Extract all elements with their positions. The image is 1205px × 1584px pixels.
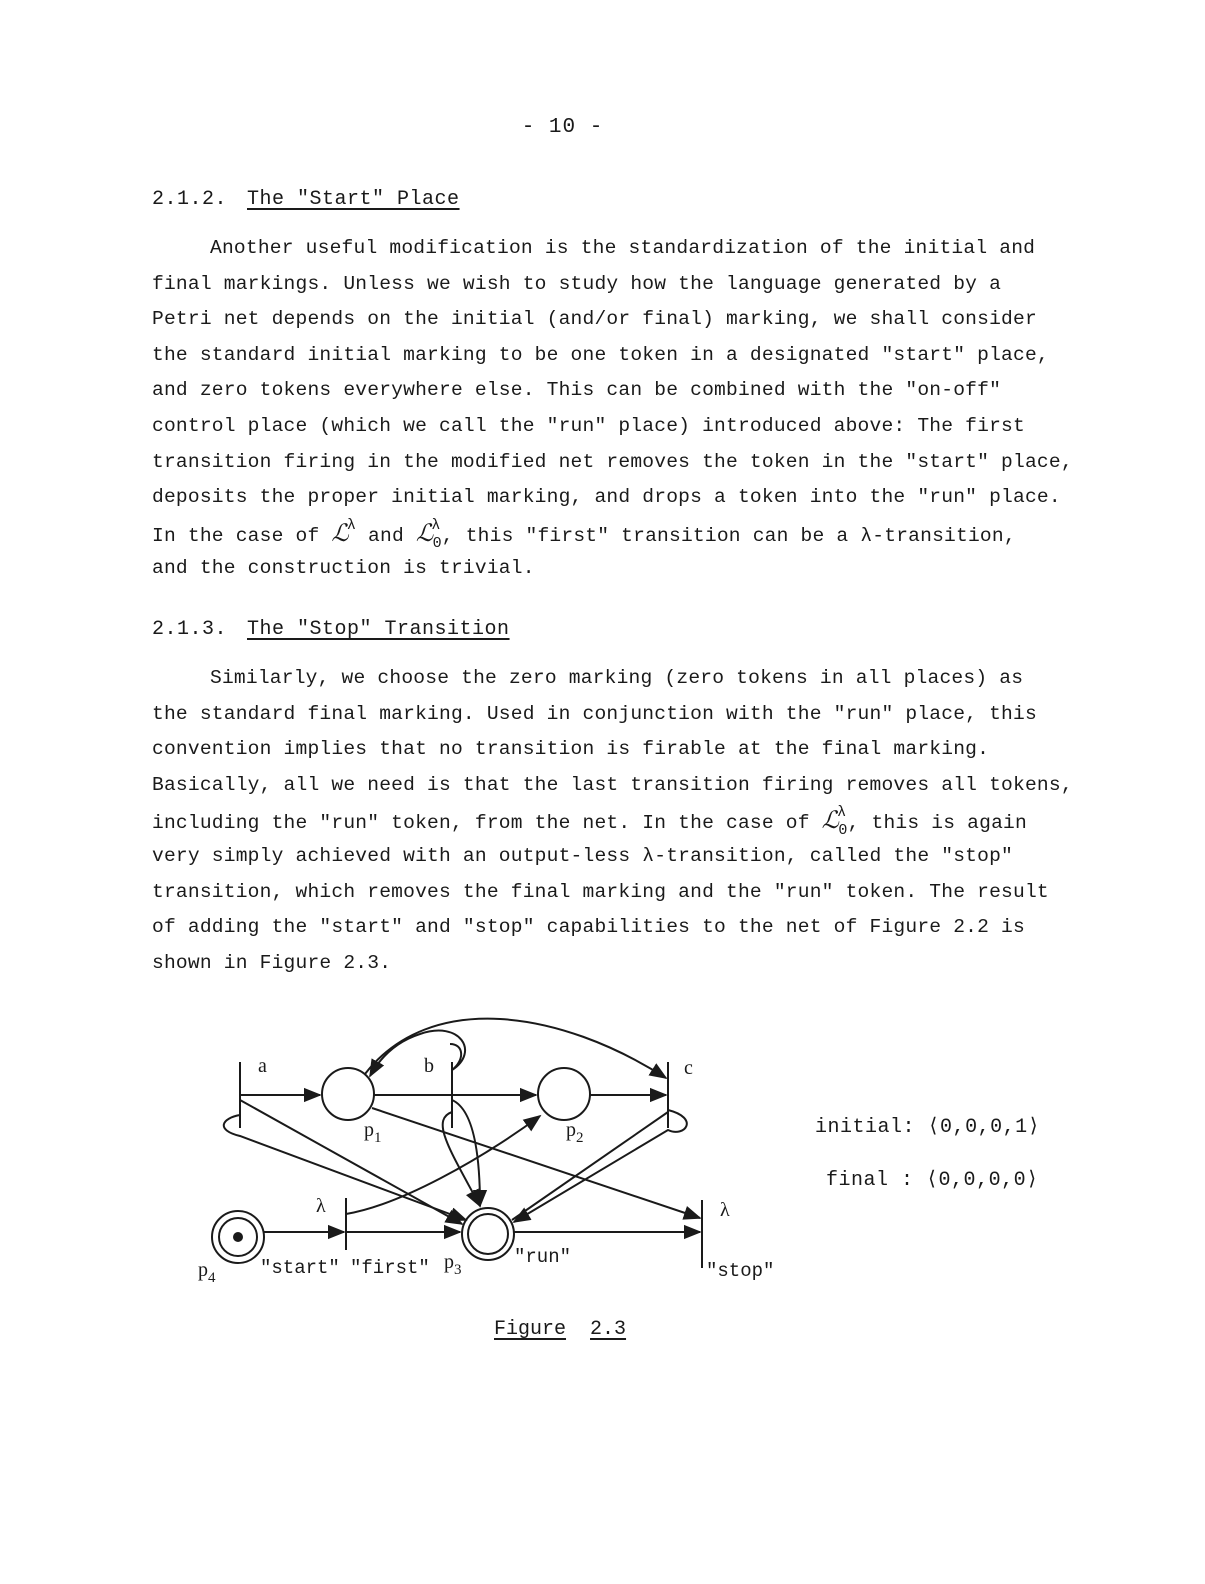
place-p3-run bbox=[462, 1208, 514, 1260]
arc-p1-c bbox=[365, 1019, 666, 1078]
paragraph-stop-transition bbox=[152, 661, 1072, 981]
label-first: "first" bbox=[350, 1257, 430, 1279]
text-fragment: and bbox=[356, 524, 416, 547]
petri-net-diagram bbox=[180, 1000, 1080, 1300]
text-line: transition firing in the modified net removes the token in the "start" place, bbox=[152, 450, 1073, 473]
text-line: convention implies that no transition is firable at the final marking. bbox=[152, 738, 990, 761]
petri-net-figure bbox=[180, 1000, 1080, 1300]
script-l-symbol: ℒ bbox=[821, 806, 840, 835]
script-l-symbol: ℒ bbox=[331, 518, 349, 547]
text-line: transition, which removes the final marking and the "run" token. The result bbox=[152, 880, 1049, 903]
paragraph-start-place bbox=[152, 231, 1072, 587]
arc-a-run bbox=[240, 1100, 462, 1224]
zero-subscript: 0 bbox=[432, 534, 442, 552]
place-p1 bbox=[322, 1068, 374, 1120]
arc-run-a bbox=[224, 1115, 466, 1220]
section-number: 2.1.3. bbox=[152, 618, 228, 641]
script-l-symbol: ℒ bbox=[415, 518, 434, 547]
text-line: control place (which we call the "run" place) introduced above: The first bbox=[152, 414, 1025, 437]
section-title: The "Start" Place bbox=[247, 188, 460, 211]
text-fragment: , this is again bbox=[847, 812, 1027, 835]
label-p2: $p_2$ bbox=[566, 1119, 584, 1146]
place-p3-inner-ring bbox=[468, 1214, 508, 1254]
text-fragment: , this "first" transition can be a λ-transition, bbox=[441, 524, 1016, 547]
text-line: very simply achieved with an output-less λ-transition, called the "stop" bbox=[152, 844, 1013, 867]
text-fragment: In the case of bbox=[152, 524, 332, 547]
section-number: 2.1.2. bbox=[152, 188, 228, 211]
arc-run-c bbox=[512, 1112, 668, 1220]
text-line: the standard initial marking to be one token in a designated "start" place, bbox=[152, 343, 1049, 366]
label-run: "run" bbox=[514, 1246, 572, 1268]
arc-b-run bbox=[452, 1100, 480, 1206]
lambda-superscript: λ bbox=[837, 804, 847, 822]
page-number: - 10 - bbox=[521, 116, 604, 139]
text-line: final markings. Unless we wish to study how the language generated by a bbox=[152, 272, 1002, 295]
text-line: Basically, all we need is that the last transition firing removes all tokens, bbox=[152, 773, 1073, 796]
label-b: b bbox=[424, 1055, 434, 1077]
token-dot bbox=[233, 1232, 243, 1242]
lambda-superscript: λ bbox=[346, 516, 357, 534]
section-heading-stop-transition bbox=[152, 618, 510, 641]
section-heading-start-place bbox=[152, 188, 460, 211]
section-title: The "Stop" Transition bbox=[247, 618, 510, 641]
text-line: Another useful modification is the standardization of the initial and bbox=[210, 237, 1036, 259]
text-line: and the construction is trivial. bbox=[152, 557, 535, 580]
zero-subscript: 0 bbox=[838, 822, 848, 840]
label-start: "start" bbox=[260, 1257, 340, 1279]
text-fragment: including the "run" token, from the net. In the case of bbox=[152, 812, 822, 835]
caption-number: 2.3 bbox=[590, 1318, 627, 1341]
text-line: and zero tokens everywhere else. This can be combined with the "on-off" bbox=[152, 379, 1002, 402]
text-line-with-math bbox=[152, 803, 1072, 839]
figure-caption bbox=[494, 1318, 626, 1341]
label-p4: $p_4$ bbox=[198, 1259, 216, 1286]
final-marking: final : ⟨0,0,0,0⟩ bbox=[826, 1169, 1039, 1192]
label-p1: $p_1$ bbox=[364, 1119, 382, 1146]
text-line-with-math bbox=[152, 516, 1072, 552]
text-line: Similarly, we choose the zero marking (zero tokens in all places) as bbox=[210, 667, 1024, 689]
label-lambda-first: λ bbox=[316, 1195, 326, 1217]
text-line: shown in Figure 2.3. bbox=[152, 951, 392, 974]
label-a: a bbox=[258, 1055, 267, 1077]
lambda-superscript: λ bbox=[431, 516, 441, 534]
initial-marking: initial: ⟨0,0,0,1⟩ bbox=[815, 1116, 1041, 1139]
text-line: the standard final marking. Used in conjunction with the "run" place, this bbox=[152, 702, 1037, 725]
text-line: deposits the proper initial marking, and drops a token into the "run" place. bbox=[152, 486, 1061, 509]
text-line: of adding the "start" and "stop" capabilities to the net of Figure 2.2 is bbox=[152, 916, 1025, 939]
place-p2 bbox=[538, 1068, 590, 1120]
label-lambda-stop: λ bbox=[720, 1199, 730, 1221]
label-p3: $p_3$ bbox=[444, 1251, 462, 1278]
label-stop: "stop" bbox=[706, 1260, 775, 1282]
text-line: Petri net depends on the initial (and/or final) marking, we shall consider bbox=[152, 308, 1037, 331]
label-c: c bbox=[684, 1057, 693, 1079]
caption-word: Figure bbox=[494, 1318, 567, 1341]
